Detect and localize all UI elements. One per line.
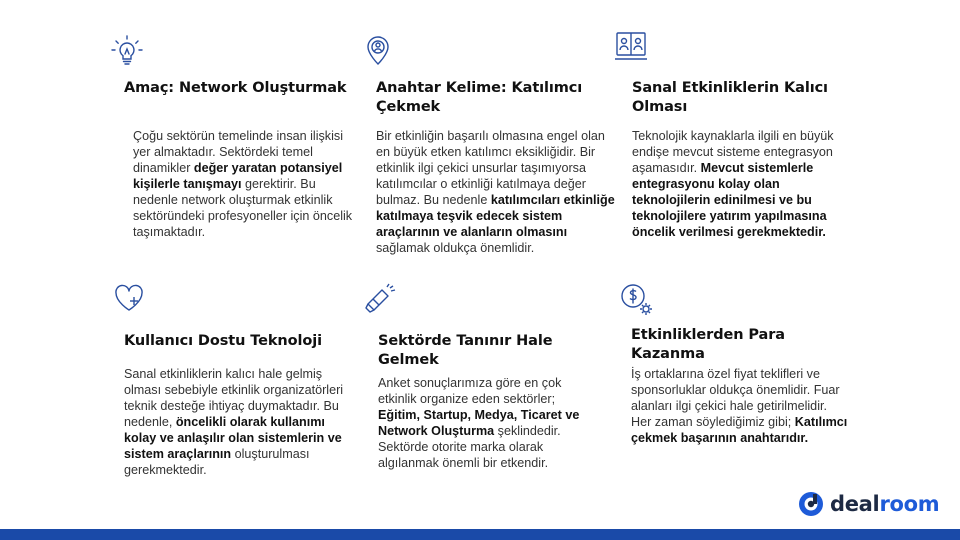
card-title-sektorde: Sektörde Tanınır Hale Gelmek [378, 333, 553, 368]
card-body-run: Katılımcı çekmek başarının anahtarıdır. [631, 415, 848, 445]
card-body-sanal [632, 128, 857, 240]
card-body-run: Çoğu sektörün temelinde insan ilişkisi yer almaktadır. Sektördeki temel dinamikler [133, 129, 343, 175]
card-body-run: şeklindedir. Sektörde otorite marka olarak algılanmak önemli bir etkendir. [378, 424, 561, 470]
card-body-run: değer yaratan potansiyel kişilerle tanışmayı [133, 161, 343, 191]
location-person-icon [361, 32, 395, 66]
logo-text-deal: deal [830, 492, 880, 516]
lightbulb-icon [110, 34, 144, 68]
card-body-run: Teknolojik kaynaklarla ilgili en büyük endişe mevcut sisteme entegrasyon aşamasıdır. [632, 129, 834, 175]
card-title-para: Etkinliklerden Para Kazanma [631, 327, 785, 362]
card-body-network [133, 128, 358, 240]
card-body-run: Mevcut sistemlerle entegrasyonu kolay olan teknolojilerin edinilmesi ve bu teknolojilere yatırım yapılmasına öncelik verilmesi gerekmektedir. [632, 161, 827, 239]
card-title-network: Amaç: Network Oluşturmak [124, 80, 347, 96]
video-call-icon [614, 30, 648, 64]
card-body-run: Anket sonuçlarımıza göre en çok etkinlik organize eden sektörler; [378, 376, 562, 406]
heart-hand-icon [112, 282, 146, 316]
bottom-bar [0, 529, 960, 540]
megaphone-icon [363, 282, 397, 316]
card-body-run: gerektirir. Bu nedenle network oluşturmak etkinlik sektöründeki profesyoneller için öncelik taşımaktadır. [133, 177, 353, 239]
card-body-run: öncelikli olarak kullanımı kolay ve anlaşılır olan sistemlerin ve sistem araçlarının [124, 415, 342, 461]
card-body-run: oluşturulması gerekmektedir. [124, 447, 310, 477]
card-body-katilimci [376, 128, 620, 256]
dealroom-logo [798, 489, 939, 519]
card-body-sektorde [378, 375, 593, 471]
card-body-run: Bir etkinliğin başarılı olmasına engel olan en büyük etken katılımcı eksikliğidir. Bir etkinlik ilgi çekici unsurlar taşımıyorsa katılımcılar o etkinliği katılmaya değer bulmaz. Bu nedenle [376, 129, 605, 207]
card-title-sanal: Sanal Etkinliklerin Kalıcı Olması [632, 80, 828, 115]
card-body-run: katılımcıları etkinliğe katılmaya teşvik edecek sistem araçlarının ve alanların olmasını [376, 193, 615, 239]
card-body-kullanici [124, 366, 354, 478]
dollar-gear-icon [619, 282, 653, 316]
card-title-katilimci: Anahtar Kelime: Katılımcı Çekmek [376, 80, 583, 115]
dealroom-logo-icon [798, 491, 824, 517]
card-body-run: sağlamak oldukça önemlidir. [376, 241, 535, 255]
card-title-kullanici: Kullanıcı Dostu Teknoloji [124, 333, 322, 349]
card-body-run: Eğitim, Startup, Medya, Ticaret ve Network Oluşturma [378, 408, 580, 438]
card-body-run: Sanal etkinliklerin kalıcı hale gelmiş olması sebebiyle etkinlik organizatörleri teknik desteğe ihtiyaç duymaktadır. Bu nedenle, [124, 367, 344, 429]
card-body-run: İş ortaklarına özel fiyat teklifleri ve sponsorluklar oldukça önemlidir. Fuar alanları ilgi çekici hale getirilmelidir. Her zaman söylediğimiz gibi; [631, 367, 840, 429]
logo-text-room: room [879, 492, 940, 516]
card-body-para [631, 366, 849, 446]
